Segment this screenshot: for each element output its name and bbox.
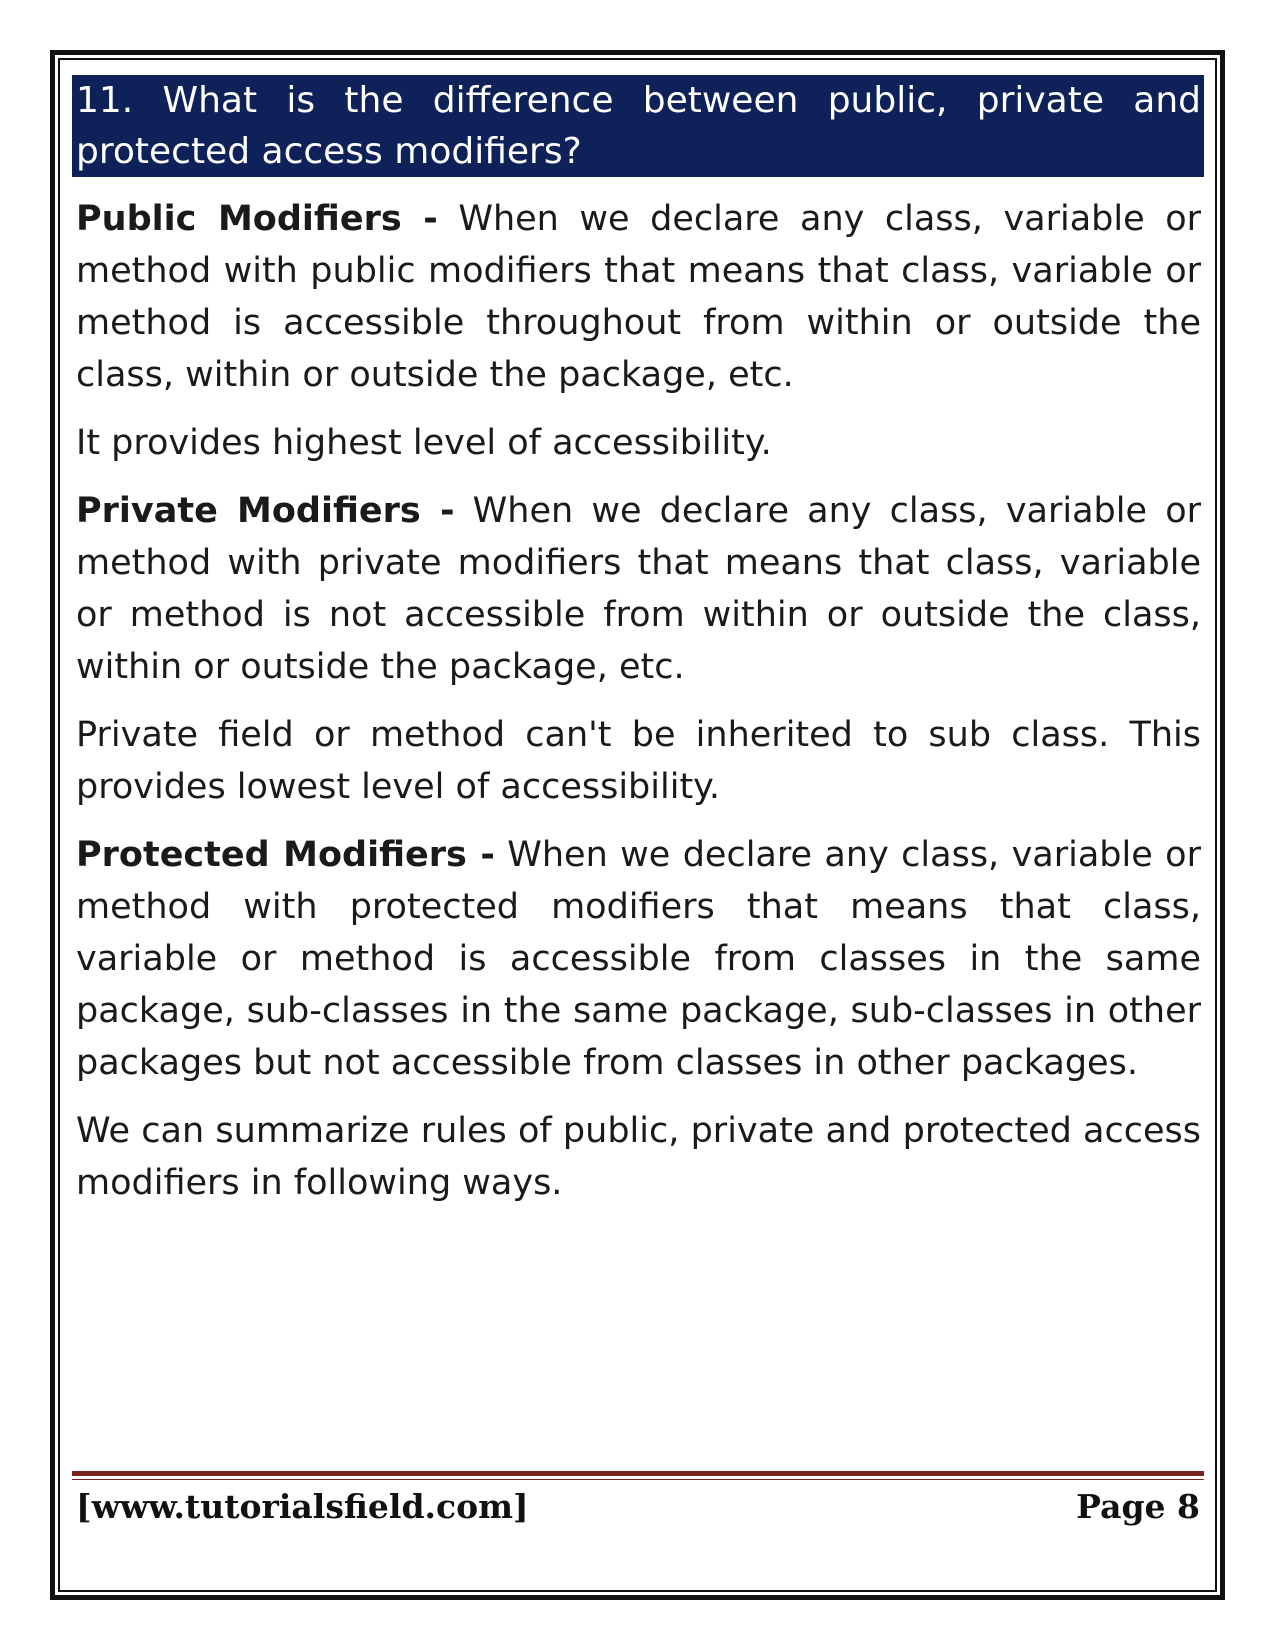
question-heading: 11. What is the difference between public, private and protected access modifiers? [72, 75, 1204, 177]
paragraph-public-accessibility [76, 417, 1201, 469]
paragraph-protected-modifiers [76, 829, 1201, 1089]
paragraph-private-modifiers [76, 485, 1201, 693]
paragraph-text: Private field or method can't be inherited to sub class. This provides lowest level of accessibility. [76, 715, 1201, 807]
paragraph-text: It provides highest level of accessibility. [76, 423, 772, 463]
paragraph-text: When we declare any class, variable or method with public modifiers that means that class, variable or method is accessible throughout from within or outside the class, within or outside the package, etc. [76, 199, 1201, 395]
paragraph-text: When we declare any class, variable or method with protected modifiers that means that class, variable or method is accessible from classes in the same package, sub-classes in the same package, sub-classes in other packages but not accessible from classes in other packages. [76, 835, 1201, 1083]
term-public-modifiers: Public Modifiers - [76, 199, 438, 239]
paragraph-text: We can summarize rules of public, private and protected access modifiers in following ways. [76, 1111, 1201, 1203]
footer-website: [www.tutorialsfield.com] [76, 1487, 529, 1526]
page-footer [76, 1485, 1200, 1529]
term-protected-modifiers: Protected Modifiers - [76, 835, 495, 875]
paragraph-public-modifiers [76, 193, 1201, 401]
footer-page-number: Page 8 [1076, 1487, 1200, 1526]
paragraph-text: When we declare any class, variable or method with private modifiers that means that class, variable or method is not accessible from within or outside the class, within or outside the package, etc. [76, 491, 1201, 687]
footer-divider-thin [72, 1479, 1204, 1480]
paragraph-summary [76, 1105, 1201, 1209]
term-private-modifiers: Private Modifiers - [76, 491, 455, 531]
page-content [72, 75, 1204, 1209]
footer-divider-thick [72, 1471, 1204, 1476]
paragraph-private-inheritance [76, 709, 1201, 813]
